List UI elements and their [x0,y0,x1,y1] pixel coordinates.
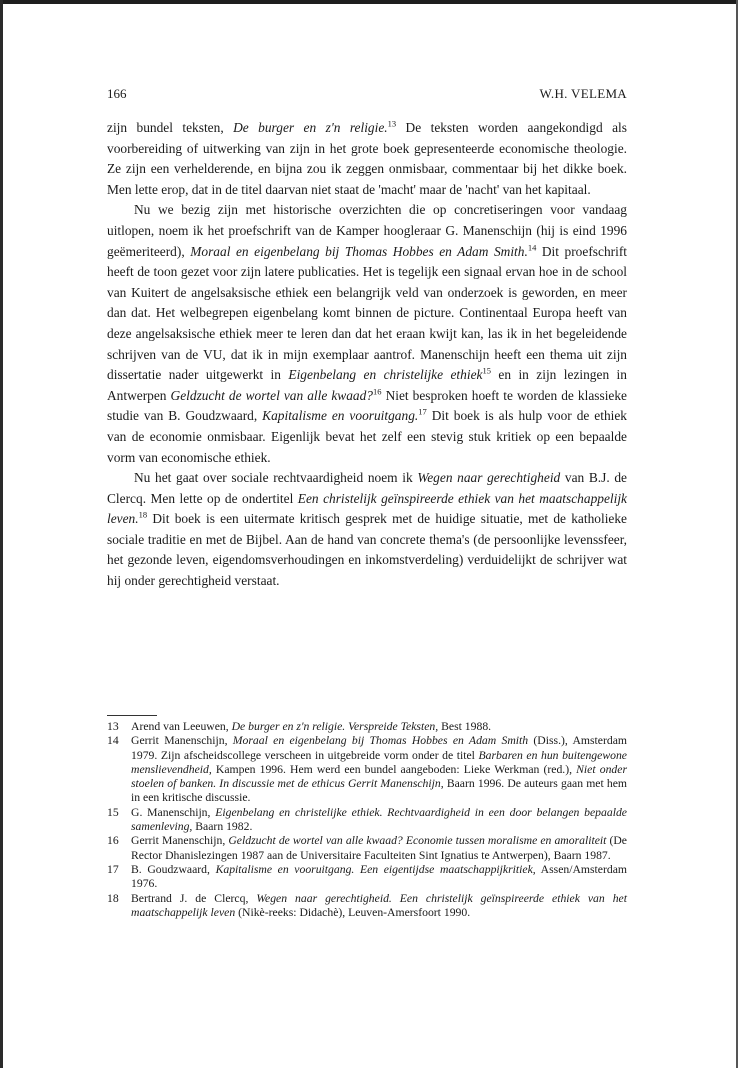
footnote-reference: 13 [387,118,397,129]
italic-title: De burger en z'n religie. [233,120,388,135]
scan-border-top [0,0,738,4]
text-run: Dit boek is een uitermate kritisch gesprek met de huidige situatie, met de katholieke sociale traditie en met de Bijbel. Aan de hand van concrete thema's (de persoonlijke levenssfeer, het gezonde leven, eigendomsverhoudingen en inkomstverdeling) verduidelijkt de schrijver wat hij onder gerechtigheid verstaat. [107,511,627,589]
italic-title: Niet onder stoelen of banken. In discussie met de ethicus Gerrit Manenschijn, [131,762,627,791]
text-run: Gerrit Manenschijn, [131,734,233,748]
italic-title: Eigenbelang en christelijke ethiek [288,367,483,383]
running-head-author: W.H. VELEMA [539,86,627,101]
text-run: Baarn 1996. De auteurs gaan met hem in een kritische discussie. [131,777,627,805]
italic-title: Een christelijk geïnspireerde ethiek van het maatschappelijk leven. [107,490,628,527]
text-run: Niet besproken hoeft te worden de klassieke studie van B. Goudzwaard, [107,387,627,424]
footnote [107,720,627,734]
text-run: zijn bundel teksten, [107,120,234,135]
text-run: Kampen 1996. Hem werd een bundel aangeboden: Lieke Werkman (red.), [211,762,577,776]
italic-title: Eigenbelang en christelijke ethiek. Rechtvaardigheid in een door belangen bepaalde samenleving, [131,805,627,834]
footnote-number: 14 [107,734,119,748]
footnote-reference: 14 [527,242,537,253]
italic-title: De burger en z'n religie. Verspreide Teksten, [231,720,439,733]
text-run: Gerrit Manenschijn, [131,834,229,848]
footnote [107,806,627,835]
text-run: en in zijn lezingen in Antwerpen [107,367,627,403]
body-paragraph [107,118,627,200]
text-run: B. Goudzwaard, [131,862,216,876]
footnote [107,734,627,805]
italic-title: Wegen naar gerechtigheid. Een christelijk geïnspireerde ethiek van het maatschappelijk leven [131,891,627,919]
footnote-reference: 17 [418,406,427,417]
italic-title: Wegen naar gerechtigheid [417,470,561,486]
footnote [107,892,627,921]
footnote [107,834,627,863]
footnote-reference: 18 [138,509,148,520]
text-run: Dit proefschrift heeft de toon gezet voor zijn latere publicaties. Het is tegelijk een signaal ervan hoe in de school van Kuitert de angelsaksische ethiek een belangrijk veld van onderzoek is geworden, en meer dan dat. Het welbegrepen eigenbelang komt binnen de picture. Continentaal Europa heeft van deze angelsaksische ethiek meer te leren dan dat het eraan kwijt kan, las ik in het begeleidende schrijven van de VU, dat ik in mijn exemplaar aantrof. Manenschijn heeft een thema uit zijn dissertatie nader uitgewerkt in [107,243,627,383]
text-run: Best 1988. [438,720,492,733]
text-run: (De Rector Dhanislezingen 1987 aan de Universitaire Faculteiten Sint Ignatius te Antwerpen), Baarn 1987. [131,834,627,862]
italic-title: Moraal en eigenbelang bij Thomas Hobbes en Adam Smith. [190,243,528,259]
text-run: Arend van Leeuwen, [131,720,232,733]
text-run: G. Manenschijn, [131,805,216,819]
text-run: Nu het gaat over sociale rechtvaardigheid noem ik [134,470,418,486]
text-run: Nu we bezig zijn met historische overzichten die op concretiseringen voor vandaag uitlopen, noem ik het proefschrift van de Kamper hoogleraar G. Manenschijn (hij is eind 1996 geëmeriteerd), [107,202,627,259]
footnote-number: 18 [107,891,119,905]
footnote-number: 15 [107,805,119,819]
scan-border-left [0,0,3,1068]
text-run: Baarn 1982. [192,820,253,834]
body-paragraph [107,200,627,468]
text-run: Dit boek is als hulp voor de ethiek van de economie onmisbaar. Eigenlijk bevat het zelf een stevig stuk kritiek op een bepaalde vorm van economische ethiek. [107,408,628,465]
italic-title: Kapitalisme en vooruitgang. Een eigentijdse maatschappijkritiek, [215,862,536,876]
footnote-reference: 15 [482,365,491,376]
footnotes [107,720,627,920]
italic-title: Moraal en eigenbelang bij Thomas Hobbes en Adam Smith [232,734,529,748]
footnote [107,863,627,892]
italic-title: Kapitalisme en vooruitgang. [262,408,419,424]
italic-title: Barbaren en hun buitengewone menslievendheid, [131,748,627,776]
footnote-separator [107,715,157,716]
body-paragraph [107,468,627,592]
page-number: 166 [107,86,127,101]
text-run: (Diss.), Amsterdam 1979. Zijn afscheidscollege verscheen in uitgebreide vorm onder de titel [131,734,628,762]
footnote-number: 13 [107,720,119,733]
footnote-number: 17 [107,862,119,876]
body-text [107,118,627,592]
text-run: De teksten worden aangekondigd als voorbereiding of uitwerking van zijn in het grote boek gepresenteerde economische theologie. Ze zijn een verhelderende, en bijna zou ik zeggen onmisbaar, commentaar bij het dikke boek. Men lette erop, dat in de titel daarvan niet staat de 'macht' maar de 'nacht' van het kapitaal. [107,120,627,197]
text-run: Assen/Amsterdam 1976. [131,862,628,891]
footnote-reference: 16 [373,386,382,397]
footnote-number: 16 [107,834,119,848]
italic-title: Geldzucht de wortel van alle kwaad? Economie tussen moralisme en amoraliteit [228,834,607,848]
italic-title: Geldzucht de wortel van alle kwaad? [170,387,374,403]
text-run: Bertrand J. de Clercq, [131,891,257,905]
text-run: van B.J. de Clercq. Men lette op de ondertitel [107,470,627,506]
text-run: (Nikè-reeks: Didachè), Leuven-Amersfoort 1990. [235,905,471,919]
page-header [107,86,627,104]
